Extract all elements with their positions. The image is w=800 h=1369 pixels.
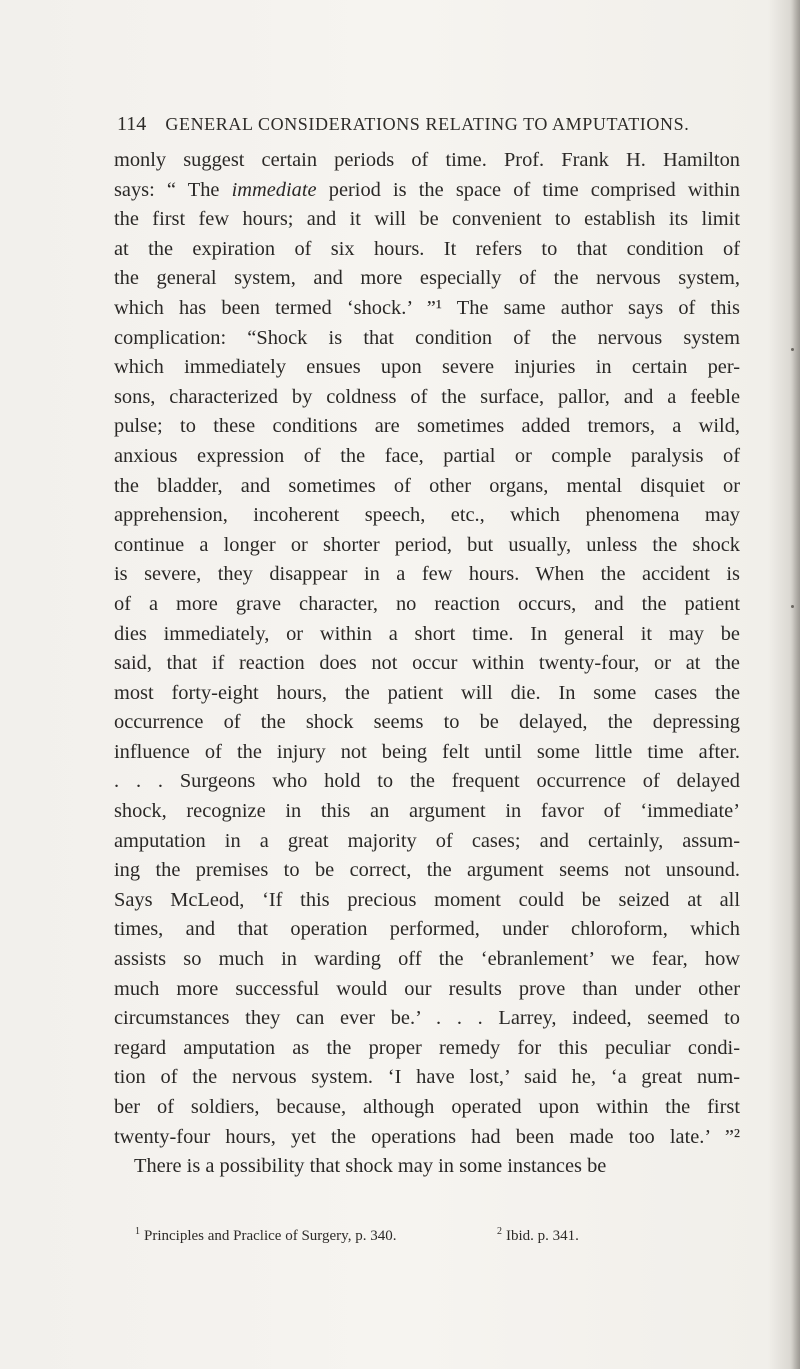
text-line xyxy=(114,294,740,324)
text-run: times, and that operation performed, under chloroform, which xyxy=(114,918,740,941)
text-line xyxy=(114,146,740,176)
text-line xyxy=(114,264,740,294)
italic-run: immediate xyxy=(231,178,317,201)
text-run: period is the space of time comprised within xyxy=(316,178,740,201)
text-run: regard amputation as the proper remedy for this peculiar condi- xyxy=(114,1036,740,1059)
text-line xyxy=(114,235,740,265)
text-run: which has been termed ‘shock.’ ”¹ The same author says of this xyxy=(114,296,740,319)
text-line xyxy=(114,649,740,679)
text-run: at the expiration of six hours. It refers to that condition of xyxy=(114,237,740,260)
text-run: dies immediately, or within a short time. In general it may be xyxy=(114,622,740,645)
text-run: . . . Surgeons who hold to the frequent occurrence of delayed xyxy=(114,770,740,793)
text-run: anxious expression of the face, partial or comple paralysis of xyxy=(114,444,740,467)
text-run: assists so much in warding off the ‘ebranlement’ we fear, how xyxy=(114,948,740,971)
text-line xyxy=(114,620,740,650)
text-run: continue a longer or shorter period, but usually, unless the shock xyxy=(114,533,740,556)
text-line xyxy=(114,915,740,945)
text-line xyxy=(114,531,740,561)
running-head-title: GENERAL CONSIDERATIONS RELATING TO AMPUTATIONS. xyxy=(165,114,690,134)
text-run: sons, characterized by coldness of the surface, pallor, and a feeble xyxy=(114,385,740,408)
text-run: complication: “Shock is that condition of the nervous system xyxy=(114,326,740,349)
footnote-2 xyxy=(497,1226,579,1245)
footnote-text: Principles and Praclice of Surgery, p. 340. xyxy=(144,1228,397,1244)
text-run: of a more grave character, no reaction occurs, and the patient xyxy=(114,592,740,615)
text-run: Says McLeod, ‘If this precious moment could be seized at all xyxy=(114,888,740,911)
text-run: most forty-eight hours, the patient will die. In some cases the xyxy=(114,681,740,704)
text-line xyxy=(114,560,740,590)
text-run: which immediately ensues upon severe injuries in certain per- xyxy=(114,356,740,379)
footnote-1 xyxy=(135,1226,396,1245)
text-run: shock, recognize in this an argument in favor of ‘immediate’ xyxy=(114,800,740,823)
text-line xyxy=(114,975,740,1005)
text-line xyxy=(114,1123,740,1153)
text-line xyxy=(114,472,740,502)
text-run: says: “ The xyxy=(114,178,232,201)
text-run: apprehension, incoherent speech, etc., which phenomena may xyxy=(114,504,740,527)
text-run: the first few hours; and it will be convenient to establish its limit xyxy=(114,208,740,231)
text-line xyxy=(114,501,740,531)
text-line xyxy=(114,1152,740,1182)
page-edge-shadow xyxy=(790,0,800,1369)
text-line xyxy=(114,1004,740,1034)
footnote-marker: 1 xyxy=(135,1226,140,1237)
text-line xyxy=(114,412,740,442)
text-line xyxy=(114,856,740,886)
text-line xyxy=(114,827,740,857)
footnote-marker: 2 xyxy=(497,1226,502,1237)
text-run: circumstances they can ever be.’ . . . Larrey, indeed, seemed to xyxy=(114,1007,740,1030)
text-line xyxy=(114,324,740,354)
text-run: ber of soldiers, because, although operated upon within the first xyxy=(114,1096,740,1118)
text-line xyxy=(114,1093,740,1123)
text-line xyxy=(114,383,740,413)
text-run: amputation in a great majority of cases; and certainly, assum- xyxy=(114,829,740,852)
footnote-text: Ibid. p. 341. xyxy=(506,1228,579,1244)
text-run: influence of the injury not being felt until some little time after. xyxy=(114,740,740,763)
text-line xyxy=(114,945,740,975)
running-header xyxy=(117,113,717,136)
body-text xyxy=(114,146,740,1182)
paper-speck xyxy=(791,605,794,608)
text-run: said, that if reaction does not occur within twenty-four, or at the xyxy=(114,652,740,675)
text-run: ing the premises to be correct, the argument seems not unsound. xyxy=(114,859,740,882)
text-line xyxy=(114,679,740,709)
text-line xyxy=(114,353,740,383)
page-number: 114 xyxy=(117,113,147,135)
text-run: the bladder, and sometimes of other organs, mental disquiet or xyxy=(114,474,740,497)
text-line xyxy=(114,767,740,797)
text-run: the general system, and more especially of the nervous system, xyxy=(114,267,740,290)
text-run: tion of the nervous system. ‘I have lost,’ said he, ‘a great num- xyxy=(114,1066,740,1089)
text-line xyxy=(114,1063,740,1093)
text-line xyxy=(114,708,740,738)
text-line xyxy=(114,176,740,206)
text-line xyxy=(114,442,740,472)
text-run: monly suggest certain periods of time. Prof. Frank H. Hamilton xyxy=(114,149,740,171)
text-run: pulse; to these conditions are sometimes added tremors, a wild, xyxy=(114,415,740,438)
text-run: occurrence of the shock seems to be delayed, the depressing xyxy=(114,711,740,734)
text-run: is severe, they disappear in a few hours. When the accident is xyxy=(114,563,740,586)
text-line xyxy=(114,886,740,916)
text-line xyxy=(114,738,740,768)
paper-speck xyxy=(791,348,794,351)
text-line xyxy=(114,797,740,827)
text-run: There is a possibility that shock may in some instances be xyxy=(114,1155,607,1178)
text-run: much more successful would our results prove than under other xyxy=(114,977,740,1000)
text-line xyxy=(114,1034,740,1064)
text-line xyxy=(114,590,740,620)
text-run: twenty-four hours, yet the operations had been made too late.’ ”² xyxy=(114,1125,740,1148)
text-line xyxy=(114,205,740,235)
